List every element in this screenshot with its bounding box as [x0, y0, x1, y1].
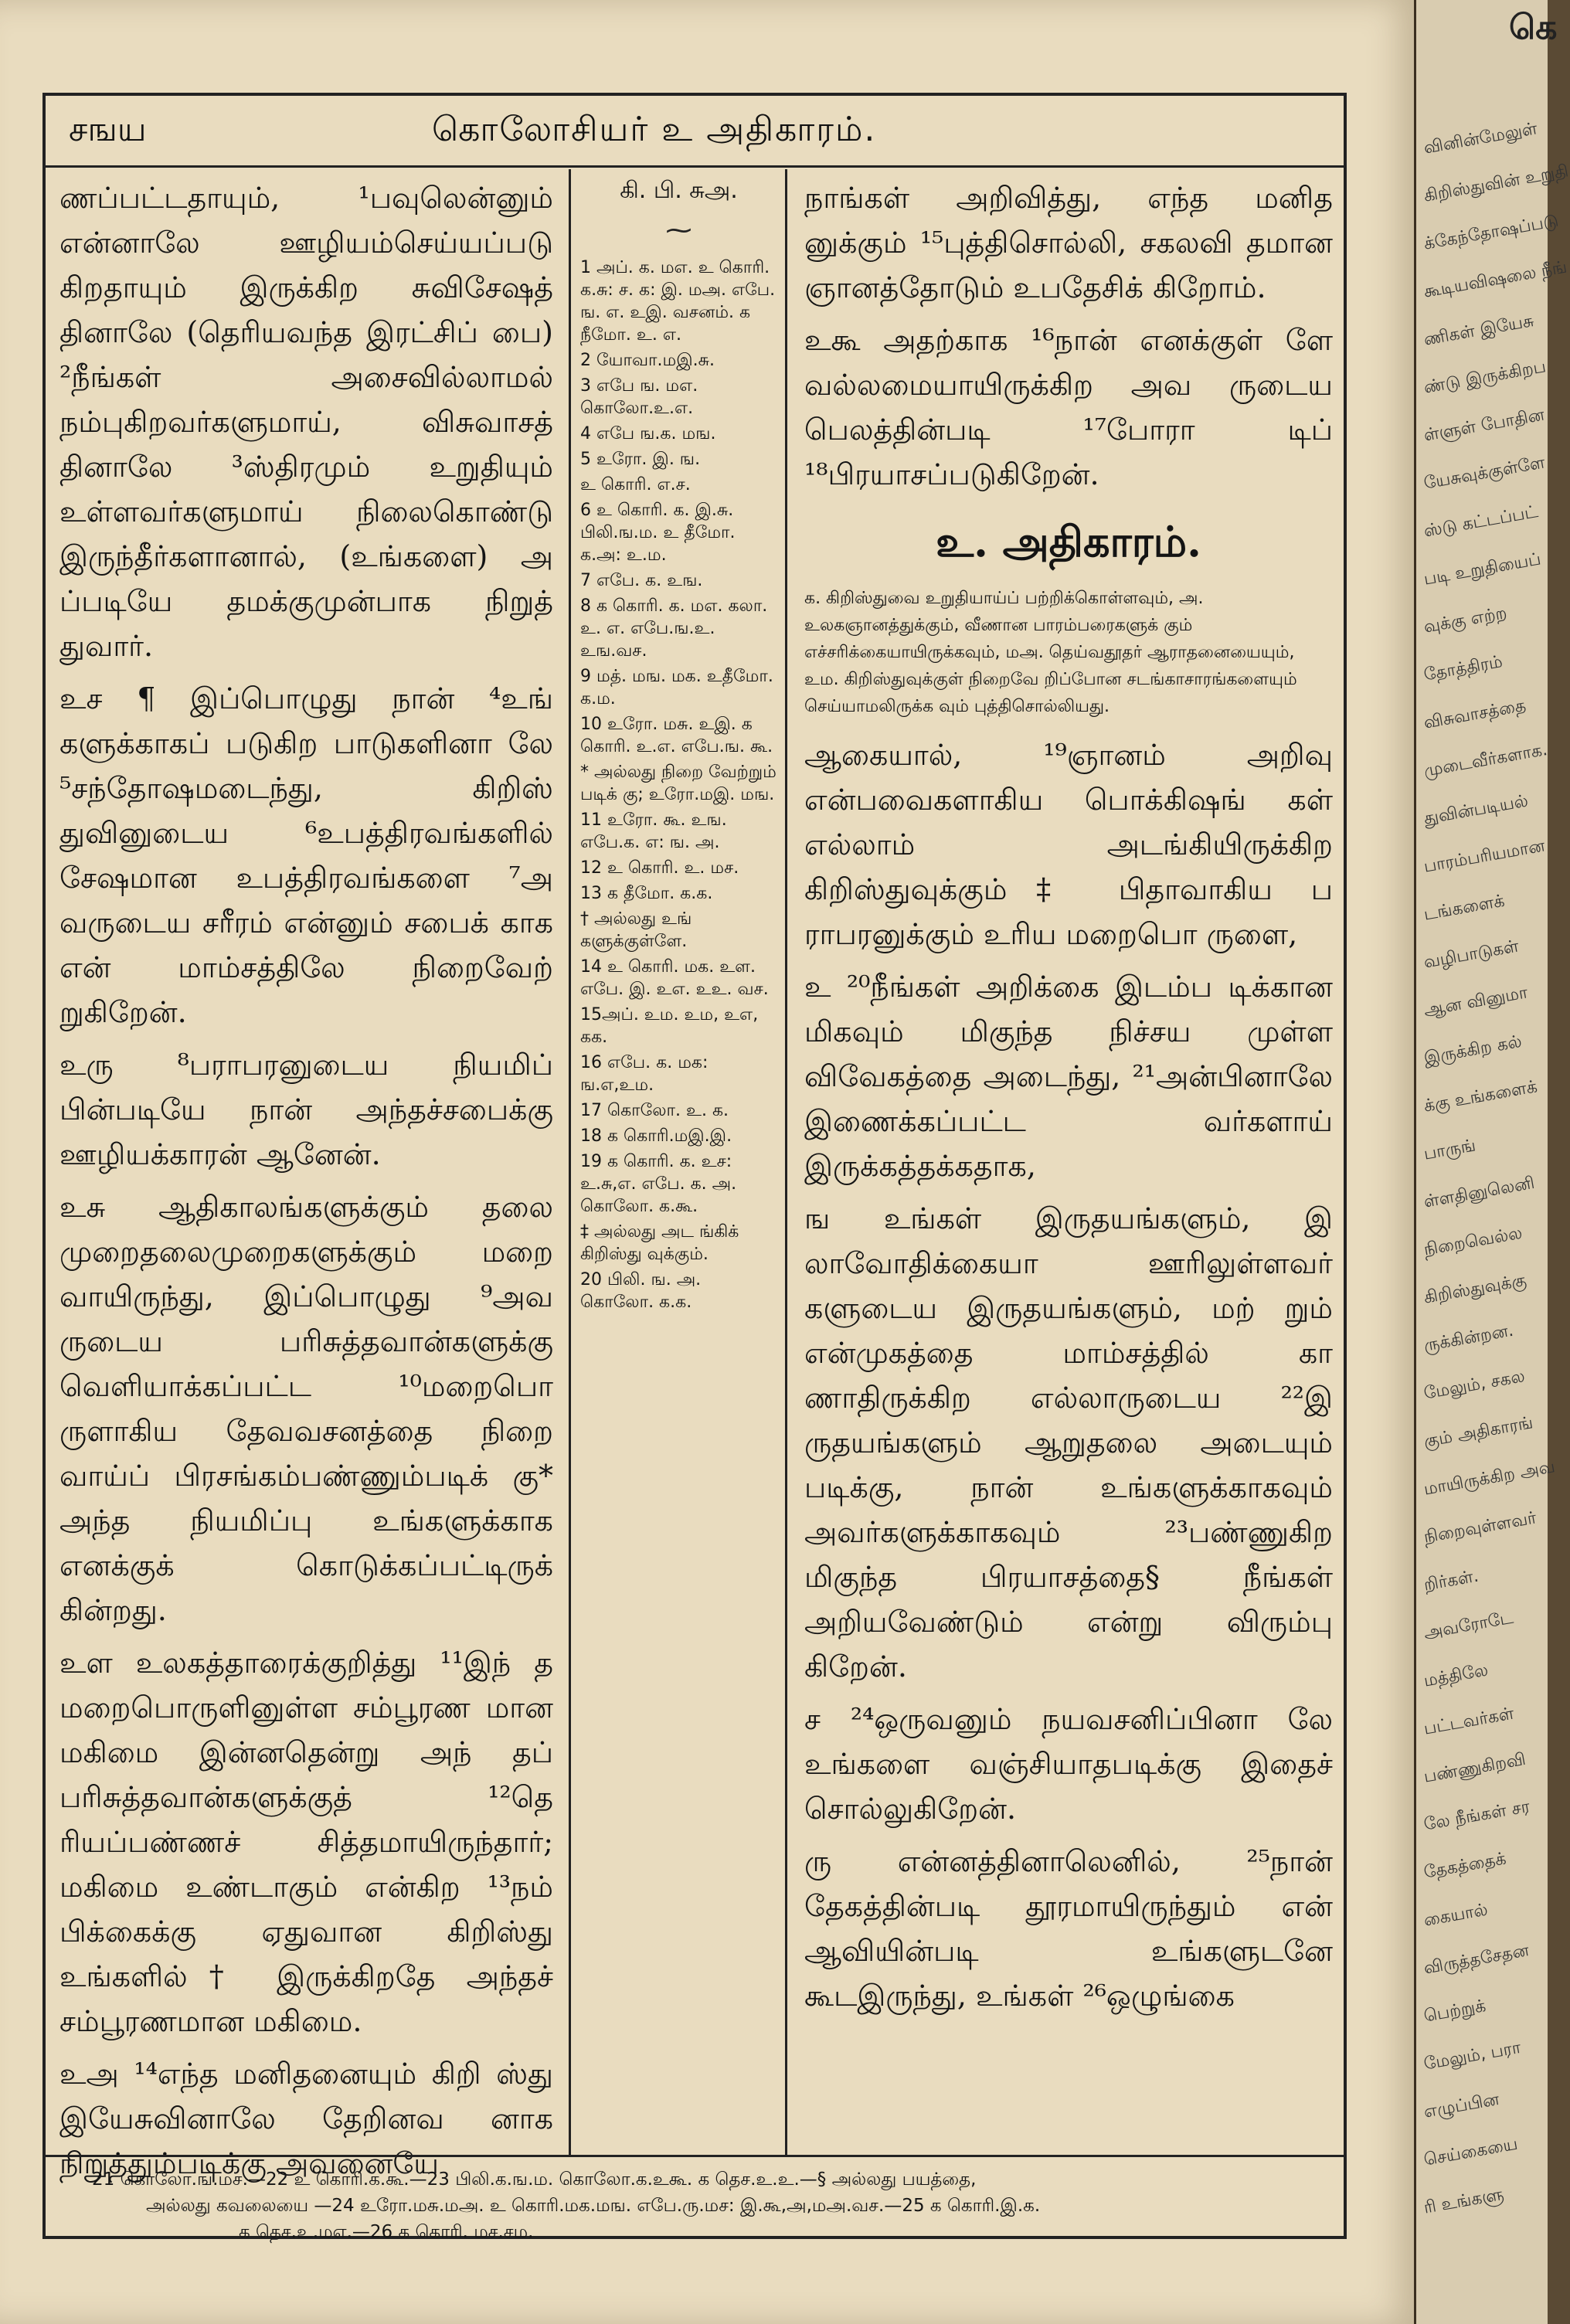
adjacent-page-line: எழுப்பின	[1422, 2089, 1501, 2122]
footnote-line: க தெச.உ.மஎ.—26 க கொரி. மச.சம.	[239, 2222, 534, 2242]
adjacent-page-line: ண்டு இருக்கிறப	[1422, 357, 1548, 398]
adjacent-page-line: கும் அதிகாரங்	[1422, 1413, 1534, 1452]
adjacent-page-line: க்கு உங்களைக்	[1422, 1077, 1539, 1116]
cross-reference: 15அப். உம. உம, உஎ, கக.	[580, 1005, 759, 1047]
cross-reference: 6 உ கொரி. க. இ.சு. பிலி.ங.ம. உ தீமோ. க.அ: உ.ம.	[580, 501, 736, 565]
adjacent-page-line: கிறிஸ்துவுக்கு	[1422, 1270, 1528, 1308]
chapter-summary: க. கிறிஸ்துவை உறுதியாய்ப் பற்றிக்கொள்ளவும், அ. உலகஞானத்துக்கும், வீணான பாரம்பரைகளுக் கும் எச்சரிக்கையாயிருக்கவும், மஅ. தெய்வதூதர் ஆராதனையையும், உம. கிறிஸ்துவுக்குள் நிறைவே றிப்போன சடங்காசாரங்களையும் செய்யாமலிருக்க வும் புத்திசொல்லியது.	[804, 589, 1297, 716]
adjacent-page-line: கையால்	[1422, 1900, 1490, 1931]
year-heading: கி. பி. சுஅ.	[620, 177, 738, 204]
cross-reference: ‡ அல்லது அட ங்கிக் கிறிஸ்து வுக்கும்.	[580, 1222, 739, 1264]
adjacent-page-line: பெற்றுக்	[1422, 1996, 1488, 2027]
cross-reference: 9 மத். மங. மக. உதீமோ. க.ம.	[580, 667, 773, 708]
adjacent-page-line: ள்ளுள் போதின	[1422, 405, 1546, 446]
adjacent-page-line: பாரம்பரியமான	[1422, 836, 1547, 877]
cross-reference: 12 உ கொரி. உ. மச.	[580, 858, 739, 878]
cross-reference: 2 யோவா.மஇ.சு.	[580, 351, 715, 370]
verse-paragraph: ஆகையால், ¹⁹ஞானம் அறிவு என்பவைகளாகிய பொக்கிஷங் கள் எல்லாம் அடங்கியிருக்கிற கிறிஸ்துவுக்கும்‡ பிதாவாகிய ப ராபரனுக்கும் உரிய மறைபொ ருளை,	[804, 738, 1333, 951]
cross-reference: 14 உ கொரி. மக. உள. எபே. இ. உஎ. உஉ. வச.	[580, 957, 769, 999]
verse-paragraph: ச ²⁴ஒருவனும் நயவசனிப்பினா லே உங்களை வஞ்சியாதபடிக்கு இதைச் சொல்லுகிறேன்.	[804, 1702, 1333, 1826]
adjacent-page-line: தேகத்தைக்	[1422, 1849, 1508, 1883]
adjacent-page-line: மேலும், பரா	[1422, 2037, 1523, 2074]
adjacent-page-line: டங்களைக்	[1422, 891, 1507, 925]
page-frame	[42, 93, 1347, 2242]
running-title: கொலோசியர் உ அதிகாரம்.	[432, 110, 877, 149]
adjacent-page-line: பட்டவர்கள்	[1422, 1704, 1516, 1739]
adjacent-page-line: ரி உங்களு	[1422, 2184, 1506, 2218]
cross-reference: 19 க கொரி. க. உச: உ.சு,எ. எபே. க. அ. கொலோ. க.கூ.	[580, 1152, 737, 1216]
cross-reference: 11 உரோ. கூ. உங. எபே.க. எ: ங. அ.	[580, 810, 727, 852]
adjacent-page-line: விருத்தசேதன	[1422, 1941, 1531, 1979]
adjacent-page-line: வழிபாடுகள்	[1422, 936, 1521, 973]
cross-reference: 16 எபே. க. மக: ங.எ,உம.	[580, 1053, 709, 1095]
adjacent-page	[1414, 0, 1570, 2324]
adjacent-page-line: ள்ளதினுலெனி	[1422, 1173, 1537, 1212]
adjacent-page-line: கூடியவிஷலை நீங்	[1422, 257, 1569, 302]
adjacent-page-line: மத்திலே	[1422, 1660, 1490, 1691]
adjacent-page-line: ருக்கின்றன.	[1422, 1320, 1515, 1356]
cross-reference: 17 கொலோ. உ. க.	[580, 1101, 729, 1120]
adjacent-page-line: துவின்படியல்	[1422, 791, 1530, 829]
adjacent-page-line: ஆன வினுமா	[1422, 983, 1530, 1021]
adjacent-page-line: அவரோடே	[1422, 1608, 1515, 1643]
cross-reference: 18 க கொரி.மஇ.இ.	[580, 1126, 732, 1146]
verse-paragraph: உச ¶ இப்பொழுது நான் ⁴உங் களுக்காகப் படுகிற பாடுகளினா லே ⁵சந்தோஷமடைந்து, கிறிஸ் துவினுடைய ⁶உபத்திரவங்களில் சேஷமான உபத்திரவங்களை ⁷அ வருடைய சரீரம் என்னும் சபைக் காக என் மாம்சத்திலே நிறைவேற் றுகிறேன்.	[59, 681, 553, 1029]
cross-reference: 8 க கொரி. க. மஎ. கலா. உ. எ. எபே.ங.உ. உங.வச.	[580, 596, 768, 661]
reference-list	[580, 257, 777, 1313]
footnote-line: அல்லது கவலையை —24 உரோ.மசு.மஅ. உ கொரி.மக.மங. எபே.ரு.மச: இ.கூ,அ,மஅ.வச.—25 க கொரி.இ.க.	[146, 2196, 1041, 2216]
cross-reference: 3 எபே ங. மஎ. கொலோ.உ.எ.	[580, 376, 698, 418]
verse-paragraph: உகூ அதற்காக ¹⁶நான் எனக்குள் ளே வல்லமையாயிருக்கிற அவ ருடைய பெலத்தின்படி ¹⁷போரா டிப் ¹⁸பிரயாசப்படுகிறேன்.	[804, 323, 1333, 491]
adjacent-page-line: ஸ்டு கட்டப்பட்	[1422, 502, 1540, 542]
adjacent-page-line: செய்கையை	[1422, 2134, 1520, 2170]
adjacent-page-line: க்கேந்தோஷப்படு	[1422, 211, 1560, 254]
verse-paragraph: உ ²⁰நீங்கள் அறிக்கை இடம்ப டிக்கான மிகவும் மிகுந்த நிச்சய முள்ள விவேகத்தை அடைந்து, ²¹அன்பினாலே இணைக்கப்பட்ட வர்களாய் இருக்கத்தக்கதாக,	[804, 970, 1333, 1183]
adjacent-page-line: பாருங்	[1422, 1136, 1477, 1164]
verse-paragraph: உள உலகத்தாரைக்குறித்து ¹¹இந் த மறைபொருளினுள்ள சம்பூரண மான மகிமை இன்னதென்று அந் தப் பரிசுத்தவான்களுக்குத் ¹²தெ ரியப்பண்ணச் சித்தமாயிருந்தார்; மகிமை உண்டாகும் என்கிற ¹³நம் பிக்கைக்கு ஏதுவான கிறிஸ்து உங்களில்† இருக்கிறதே அந்தச் சம்பூரணமான மகிமை.	[59, 1646, 553, 2038]
verse-paragraph: உஅ ¹⁴எந்த மனிதனையும் கிறி ஸ்து இயேசுவினாலே தேறினவ னாக நிறுத்தும்படிக்கு அவனையே	[59, 2057, 553, 2180]
cross-reference: † அல்லது உங் களுக்குள்ளே.	[580, 909, 692, 951]
cross-reference: 1 அப். க. மஎ. உ கொரி. க.சு: ச. க: இ. மஅ. எபே. ங. எ. உஇ. வசனம். க நீமோ. உ. எ.	[580, 258, 776, 345]
left-text-column	[46, 169, 571, 2180]
verse-paragraph: ணப்பட்டதாயும், ¹பவுலென்னும் என்னாலே ஊழியம்செய்யப்படு கிறதாயும் இருக்கிற சுவிசேஷத் தினாலே (தெரியவந்த இரட்சிப் பை) ²நீங்கள் அசைவில்லாமல் நம்புகிறவர்களுமாய், விசுவாசத் தினாலே ³ஸ்திரமும் உறுதியும் உள்ளவர்களுமாய் நிலைகொண்டு இருந்தீர்களானால், (உங்களை) அ ப்படியே தமக்குமுன்பாக நிறுத் துவார்.	[59, 181, 553, 663]
adjacent-page-line: வினின்மேலுள்	[1422, 119, 1539, 158]
cross-reference: 7 எபே. க. உங.	[580, 571, 703, 590]
page-number: சஙய	[69, 110, 147, 149]
cross-reference: 5 உரோ. இ. ங.	[580, 450, 701, 469]
cross-reference: 20 பிலி. ங. அ. கொலோ. க.க.	[580, 1270, 702, 1312]
adjacent-page-line: லே நீங்கள் சர	[1422, 1796, 1531, 1835]
cross-reference: 13 க தீமோ. க.க.	[580, 884, 713, 903]
cross-reference: உ கொரி. எ.ச.	[580, 475, 691, 494]
adjacent-page-line: நிறைவெல்ல	[1422, 1223, 1524, 1260]
verse-paragraph: ரு என்னத்தினாலெனில், ²⁵நான் தேகத்தின்படி தூரமாயிருந்தும் என் ஆவியின்படி உங்களுடனே கூடஇருந்து, உங்கள் ²⁶ஒழுங்கை	[804, 1844, 1333, 2013]
footnote-line: 21 கொலோ.ங.மச.—22 உ கொரி.க.கூ.—23 பிலி.க.ங.ம. கொலோ.க.உகூ. க தெச.உ.உ.—§ அல்லது பயத்தை,	[92, 2169, 977, 2190]
verse-paragraph: நாங்கள் அறிவித்து, எந்த மனித னுக்கும் ¹⁵புத்திசொல்லி, சகலவி தமான ஞானத்தோடும் உபதேசிக் கிறோம்.	[804, 181, 1333, 304]
adjacent-page-line: ணிகள் இயேசு	[1422, 311, 1536, 350]
adjacent-page-line: றிர்கள்.	[1422, 1566, 1480, 1595]
adjacent-page-line: மேலும், சகல	[1422, 1367, 1527, 1404]
right-text-column	[787, 169, 1344, 2155]
cross-reference-column	[571, 169, 787, 2155]
chapter-heading: உ. அதிகாரம்.	[936, 517, 1201, 566]
adjacent-page-line: படி உறுதியைப்	[1422, 549, 1543, 589]
adjacent-page-line: மாயிருக்கிற அவ	[1422, 1457, 1557, 1500]
footnotes	[46, 2155, 1344, 2242]
verse-paragraph: உசு ஆதிகாலங்களுக்கும் தலை முறைதலைமுறைகளுக்கும் மறை வாயிருந்து, இப்பொழுது ⁹அவ ருடைய பரிசுத்தவான்களுக்கு வெளியாக்கப்பட்ட ¹⁰மறைபொ ருளாகிய தேவவசனத்தை நிறை வாய்ப் பிரசங்கம்பண்ணும்படிக் கு* அந்த நியமிப்பு உங்களுக்காக எனக்குக் கொடுக்கப்பட்டிருக் கின்றது.	[59, 1190, 553, 1627]
adjacent-page-line: நிறைவுள்ளவர்	[1422, 1508, 1538, 1548]
verse-paragraph: உரு ⁸பராபரனுடைய நியமிப் பின்படியே நான் அந்தச்சபைக்கு ஊழியக்காரன் ஆனேன்.	[59, 1048, 553, 1171]
adjacent-page-line: தோத்திரம்	[1422, 652, 1504, 685]
ornament-icon: ⁓	[665, 215, 692, 246]
cross-reference: 4 எபே ங.க. மங.	[580, 424, 716, 443]
page-header	[46, 96, 1344, 168]
adjacent-page-line: கிறிஸ்துவின் உறுதி	[1422, 161, 1570, 206]
adjacent-page-line: இருக்கிற கல்	[1422, 1031, 1524, 1069]
adjacent-page-line: பண்ணுகிறவி	[1422, 1749, 1528, 1787]
adjacent-page-line: யேசுவுக்குள்ளே	[1422, 453, 1547, 494]
verse-paragraph: ங உங்கள் இருதயங்களும், இ லாவோதிக்கையா ஊரிலுள்ளவர் களுடைய இருதயங்களும், மற் றும் என்முகத்தை மாம்சத்தில் கா ணாதிருக்கிற எல்லாருடைய ²²இ ருதயங்களும் ஆறுதலை அடையும் படிக்கு, நான் உங்களுக்காகவும் அவர்களுக்காகவும் ²³பண்ணுகிற மிகுந்த பிரயாசத்தை§ நீங்கள் அறியவேண்டும் என்று விரும்பு கிறேன்.	[804, 1201, 1333, 1684]
adjacent-page-line: விசுவாசத்தை	[1422, 695, 1528, 733]
cross-reference: 10 உரோ. மசு. உஇ. க கொரி. உ.எ. எபே.ங. கூ.	[580, 715, 773, 756]
adjacent-page-heading: கெ	[1509, 8, 1558, 47]
adjacent-page-line: வுக்கு எற்ற	[1422, 603, 1509, 637]
cross-reference: * அல்லது நிறை வேற்றும் படிக் கு; உரோ.மஇ. மங.	[580, 763, 777, 804]
adjacent-page-line: முடைவீர்களாக.	[1422, 739, 1549, 781]
